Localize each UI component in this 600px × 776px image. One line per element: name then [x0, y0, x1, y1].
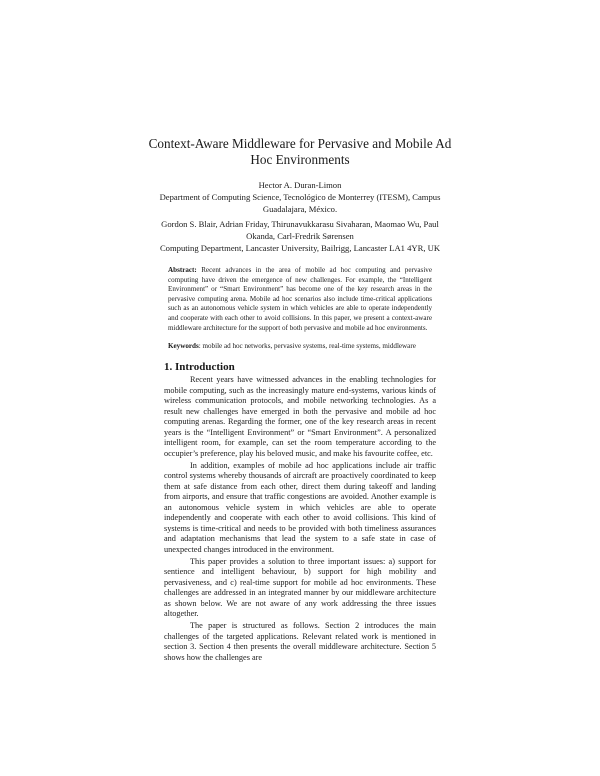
- author-affiliation-line-1: Department of Computing Science, Tecnológico de Monterrey (ITESM), Campus: [159, 191, 441, 202]
- body-text: [164, 375, 436, 665]
- author-names-line-2: Okanda, Carl-Fredrik Sørensen: [246, 230, 354, 241]
- abstract: [168, 266, 432, 333]
- author-names-line-1: Gordon S. Blair, Adrian Friday, Thirunavukkarasu Sivaharan, Maomao Wu, Paul: [161, 219, 439, 229]
- abstract-label: Abstract:: [168, 266, 197, 274]
- section-heading: 1. Introduction: [164, 361, 235, 373]
- paragraph: In addition, examples of mobile ad hoc applications include air traffic control systems whereby thousands of aircraft are proactively coordinated to keep them at safe distance from each other, direct them during takeoff and landing from airports, and ensure that traffic congestions are avoided. Another example is an autonomous vehicle system in which vehicles are able to operate independently and cooperate with each other to avoid collisions. This kind of systems is time-critical and needs to be provided with both timeliness assurances and adaptation mechanisms that lead the system to a safe state in case of unexpected changes introduced in the environment.: [164, 460, 436, 554]
- paragraph: This paper provides a solution to three important issues: a) support for sentience and intelligent behaviour, b) support for high mobility and pervasiveness, and c) real-time support for mobile ad hoc environments. These challenges are addressed in an integrated manner by our middleware architecture as shown below. We are not aware of any work addressing the three issues altogether.: [164, 556, 436, 619]
- paper-title: [120, 136, 480, 168]
- author-block-2: [150, 219, 450, 254]
- author-name: Hector A. Duran-Limon: [258, 180, 342, 190]
- author-block-1: [150, 180, 450, 215]
- paragraph: Recent years have witnessed advances in the enabling technologies for mobile computing, such as the increasingly mature end-systems, various kinds of wireless communication protocols, and mobile networking technologies. As a result new challenges have emerged in both the pervasive and mobile ad hoc computing arenas. Regarding the former, one of the key research areas in recent years is the “Intelligent Environment” or “Smart Environment”. A personalized intelligent room, for example, can set the room temperature according to the occupier’s preference, play his beloved music, and make his favourite coffee, etc.: [164, 375, 436, 458]
- author-affiliation: Computing Department, Lancaster University, Bailrigg, Lancaster LA1 4YR, UK: [159, 242, 441, 253]
- keywords: [168, 342, 432, 352]
- keywords-text: : mobile ad hoc networks, pervasive systems, real-time systems, middleware: [198, 342, 416, 350]
- author-affiliation-line-2: Guadalajara, México.: [262, 203, 338, 214]
- paper-title-line-2: Hoc Environments: [250, 152, 350, 167]
- paragraph: The paper is structured as follows. Section 2 introduces the main challenges of the targeted applications. Relevant related work is mentioned in section 3. Section 4 then presents the overall middleware architecture. Section 5 shows how the challenges are: [164, 621, 436, 662]
- paper-title-line-1: Context-Aware Middleware for Pervasive and Mobile Ad: [148, 136, 452, 151]
- abstract-text: Recent advances in the area of mobile ad hoc computing and pervasive computing have driven the emergence of new challenges. For example, the “Intelligent Environment” or “Smart Environment” has become one of the key research areas in the pervasive computing arena. Mobile ad hoc scenarios also include time-critical applications such as an autonomous vehicle system in which vehicles are able to operate independently and cooperate with each other to avoid collisions. In this paper, we present a context-aware middleware architecture for the support of both pervasive and mobile ad hoc environments.: [168, 266, 432, 332]
- keywords-label: Keywords: [168, 342, 199, 350]
